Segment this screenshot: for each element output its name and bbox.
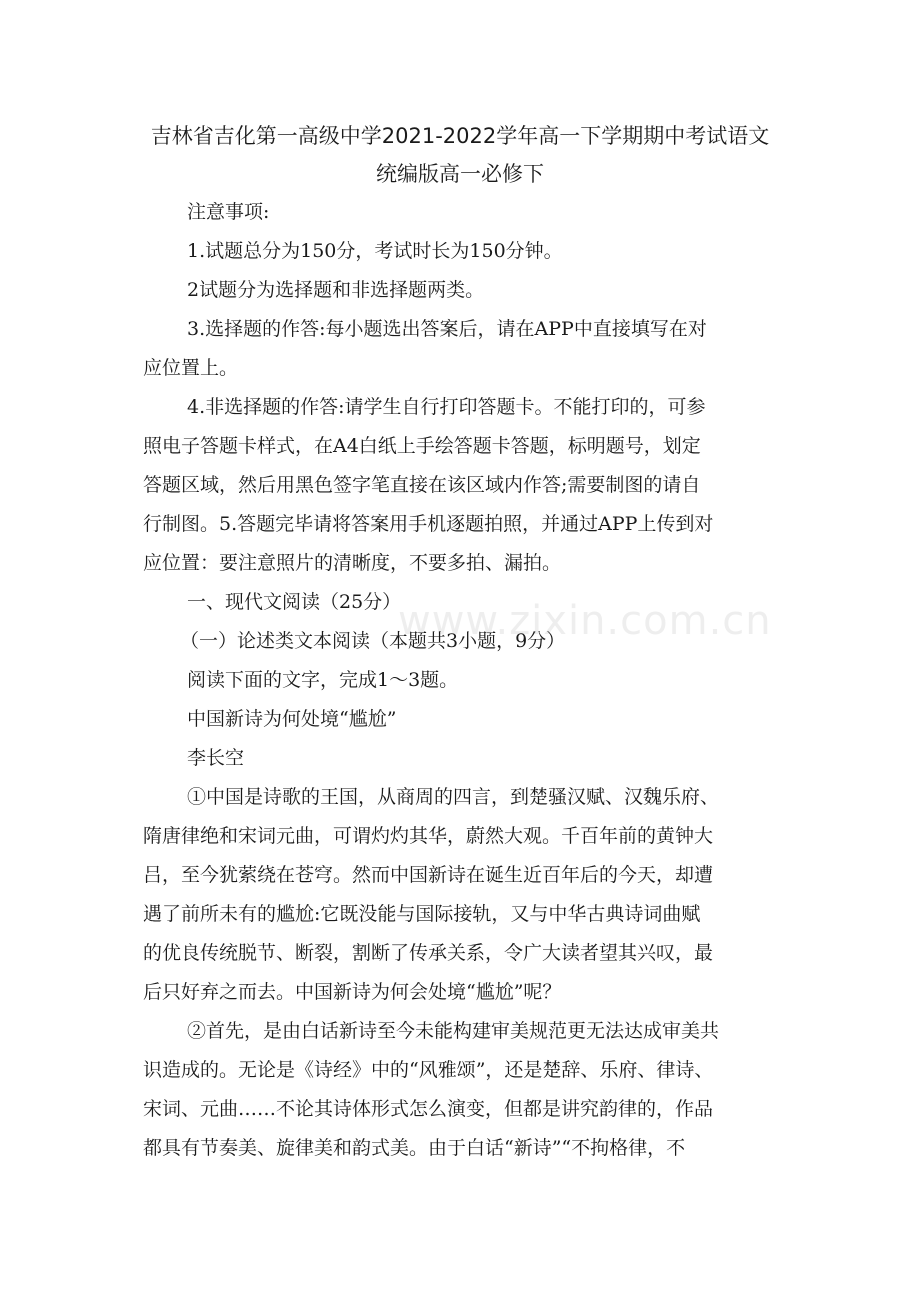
notice-item-3: 3.选择题的作答:每小题选出答案后，请在APP中直接填写在对: [187, 318, 707, 340]
article-title: 中国新诗为何处境“尴尬”: [187, 708, 397, 730]
notice-item-4: 4.非选择题的作答:请学生自行打印答题卡。不能打印的，可参: [187, 396, 706, 418]
notice-item-4-cont-1: 照电子答题卡样式，在A4白纸上手绘答题卡答题，标明题号，划定: [143, 435, 701, 457]
paragraph-2-line: ②首先，是由白话新诗至今未能构建审美规范更无法达成审美共: [187, 1020, 720, 1042]
notice-item-2: 2试题分为选择题和非选择题两类。: [187, 279, 485, 301]
paragraph-2-line: 都具有节奏美、旋律美和韵式美。由于白话“新诗”“不拘格律，不: [143, 1137, 686, 1159]
subsection-heading: （一）论述类文本阅读（本题共3小题，9分）: [180, 630, 566, 652]
paragraph-1-line: 后只好弃之而去。中国新诗为何会处境“尴尬”呢？: [143, 981, 562, 1003]
paragraph-1-line: 遇了前所未有的尴尬:它既没能与国际接轨，又与中华古典诗词曲赋: [143, 903, 701, 925]
section-heading: 一、现代文阅读（25分）: [187, 591, 402, 613]
notice-item-3-cont: 应位置上。: [143, 357, 239, 379]
paragraph-1-line: 隋唐律绝和宋词元曲，可谓灼灼其华，蔚然大观。千百年前的黄钟大: [143, 825, 714, 847]
notice-heading: 注意事项:: [187, 201, 270, 223]
paragraph-1-line: 的优良传统脱节、断裂，割断了传承关系，令广大读者望其兴叹，最: [143, 942, 714, 964]
paragraph-1-line: ①中国是诗歌的王国，从商周的四言，到楚骚汉赋、汉魏乐府、: [187, 786, 720, 808]
notice-item-5-cont: 应位置：要注意照片的清晰度，不要多拍、漏拍。: [143, 552, 562, 574]
paragraph-2-line: 识造成的。无论是《诗经》中的“风雅颂”，还是楚辞、乐府、律诗、: [143, 1059, 714, 1081]
document-subtitle: 统编版高一必修下: [376, 162, 544, 186]
watermark: www.zixin.com.cn: [398, 598, 772, 644]
reading-instruction: 阅读下面的文字，完成1～3题。: [187, 669, 459, 691]
paragraph-1-line: 吕，至今犹萦绕在苍穹。然而中国新诗在诞生近百年后的今天，却遭: [143, 864, 714, 886]
notice-item-4-cont-2: 答题区域，然后用黑色签字笔直接在该区域内作答;需要制图的请自: [143, 474, 701, 496]
article-author: 李长空: [187, 747, 245, 769]
notice-item-4-cont-3: 行制图。5.答题完毕请将答案用手机逐题拍照，并通过APP上传到对: [143, 513, 714, 535]
document-title: 吉林省吉化第一高级中学2021-2022学年高一下学期期中考试语文: [150, 124, 770, 148]
paragraph-2-line: 宋词、元曲……不论其诗体形式怎么演变，但都是讲究韵律的，作品: [143, 1098, 714, 1120]
notice-item-1: 1.试题总分为150分，考试时长为150分钟。: [187, 240, 563, 262]
